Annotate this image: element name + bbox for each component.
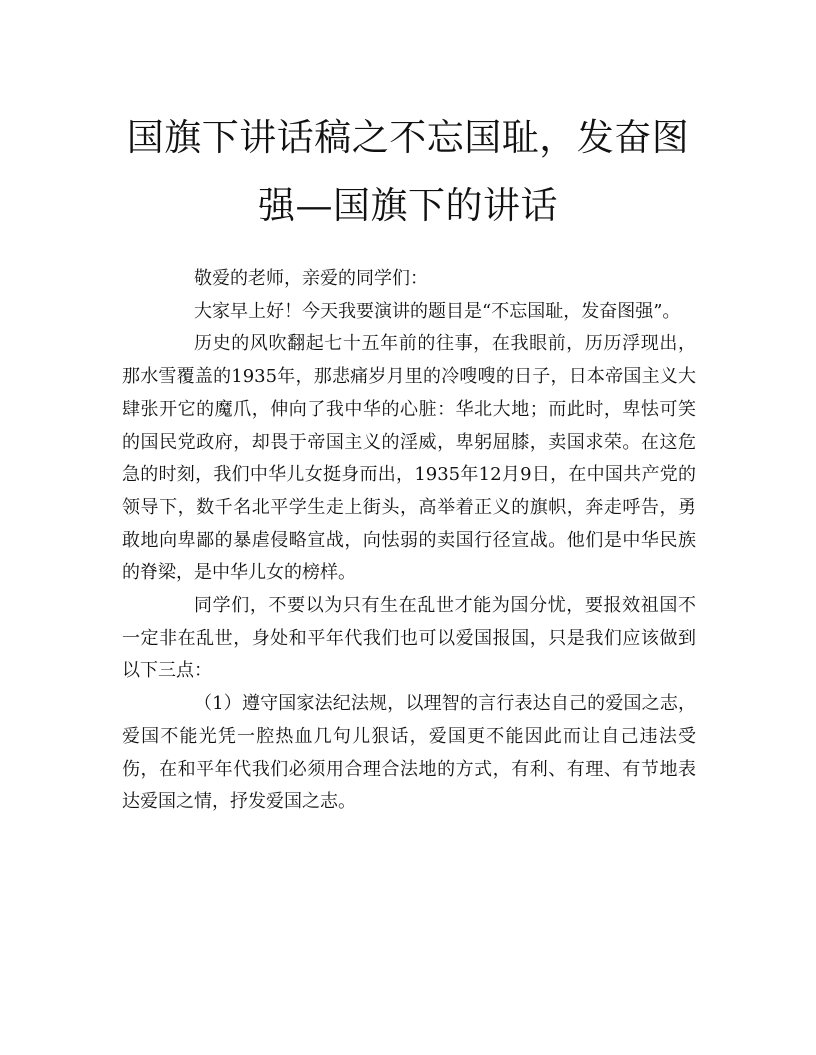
point-one-paragraph: （1）遵守国家法纪法规，以理智的言行表达自己的爱国之志，爱国不能光凭一腔热血几句儿狠话，爱国更不能因此而让自己违法受伤，在和平年代我们必须用合理合法地的方式，有利、有理、有节地表达爱国之情，抒发爱国之志。 xyxy=(122,693,696,813)
greeting-paragraph: 大家早上好！今天我要演讲的题目是“不忘国耻，发奋图强”。 xyxy=(194,300,681,322)
history-paragraph: 历史的风吹翻起七十五年前的往事，在我眼前，历历浮现出，那水雪覆盖的1935年，那悲痛岁月里的冷嗖嗖的日子，日本帝国主义大肆张开它的魔爪，伸向了我中华的心脏：华北大地；而此时，卑怯可笑的国民党政府，却畏于帝国主义的淫威，卑躬屈膝，卖国求荣。在这危急的时刻，我们中华儿女挺身而出，1935年12月9日，在中国共产党的领导下，数千名北平学生走上街头，高举着正义的旗帜，奔走呼告，勇敢地向卑鄙的暴虐侵略宣战，向怯弱的卖国行径宣战。他们是中华民族的脊梁，是中华儿女的榜样。 xyxy=(122,333,696,584)
salutation-paragraph: 敬爱的老师，亲爱的同学们： xyxy=(194,268,428,289)
document-body xyxy=(122,263,696,819)
document-title: 国旗下讲话稿之不忘国耻，发奋图强—国旗下的讲话 xyxy=(126,116,690,227)
peacetime-paragraph: 同学们，不要以为只有生在乱世才能为国分忧，要报效祖国不一定非在乱世，身处和平年代我们也可以爱国报国，只是我们应该做到以下三点： xyxy=(122,595,696,682)
